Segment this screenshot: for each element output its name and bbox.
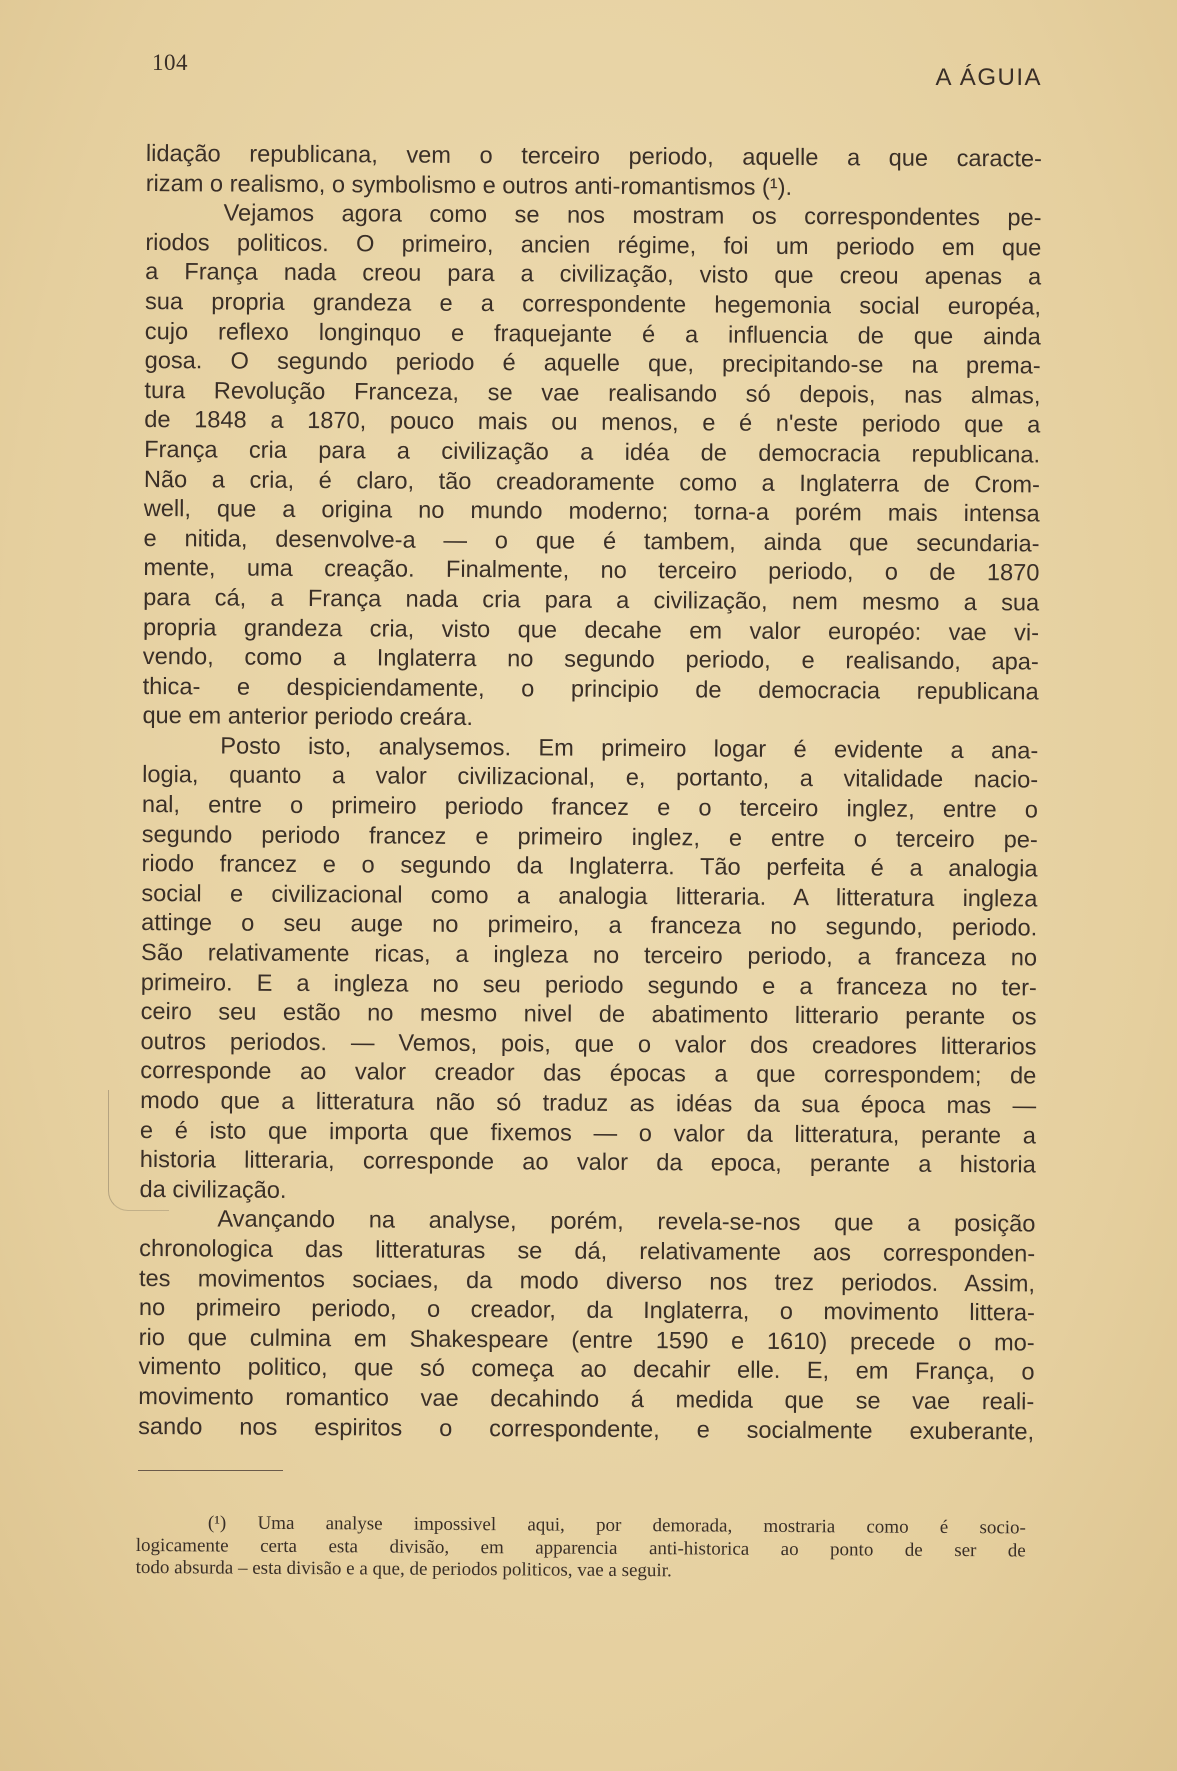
footnote: [136, 1512, 1026, 1585]
text-line: propria grandeza cria, visto que decahe em valor européo: vae vi-: [142, 614, 1040, 646]
text-line: outros periodos. — Vemos, pois, que o valor dos creadores litterarios: [140, 1028, 1037, 1061]
text-line: corresponde ao valor creador das épocas a que correspondem; de: [140, 1058, 1037, 1090]
running-title: A ÁGUIA: [935, 64, 1042, 91]
text-line: riodos politicos. O primeiro, ancien régime, foi um periodo em que: [145, 229, 1042, 262]
text-line: e é isto que importa que fixemos — o valor da litteratura, perante a: [139, 1117, 1037, 1150]
text-line: nal, entre o primeiro periodo francez e o terceiro inglez, entre o: [141, 792, 1039, 824]
text-line: para cá, a França nada cria para a civilização, nem mesmo a sua: [143, 584, 1040, 617]
text-line: social e civilizacional como a analogia litteraria. A litteratura ingleza: [141, 880, 1038, 913]
text-line: Não a cria, é claro, tão creadoramente como a Inglaterra de Crom-: [143, 466, 1040, 498]
text-line: vendo, como a Inglaterra no segundo periodo, e realisando, apa-: [142, 644, 1039, 676]
text-line: logia, quanto a valor civilizacional, e, portanto, a vitalidade nacio-: [142, 762, 1039, 794]
page-number: 104: [152, 50, 188, 75]
text-line: São relativamente ricas, a ingleza no terceiro periodo, a franceza no: [140, 940, 1038, 972]
text-line: que em anterior periodo creára.: [142, 703, 474, 732]
text-line: movimento romantico vae decahindo á medida que se vae reali-: [138, 1383, 1035, 1416]
text-line: vimento politico, que só começa ao decahir elle. E, em França, o: [138, 1354, 1035, 1386]
text-line: primeiro. E a ingleza no seu periodo segundo e a franceza no ter-: [140, 969, 1037, 1002]
text-line: Avançando na analyse, porém, revela-se-nos que a posição: [217, 1206, 1036, 1238]
text-line: rizam o realismo, o symbolismo e outros anti-romantismos (¹).: [145, 170, 793, 201]
pencil-margin-mark: [108, 1090, 169, 1211]
footnote-line: logicamente certa esta divisão, em apparencia anti-historica ao ponto de ser de: [135, 1534, 1026, 1561]
text-line: well, que a origina no mundo moderno; torna-a porém mais intensa: [143, 496, 1040, 528]
text-line: tura Revolução Franceza, se vae realisando só depois, nas almas,: [144, 377, 1041, 410]
footnote-divider: [138, 1470, 283, 1471]
text-line: Posto isto, analysemos. Em primeiro logar é evidente a ana-: [220, 733, 1039, 765]
text-line: Vejamos agora como se nos mostram os correspondentes pe-: [223, 200, 1042, 232]
text-line: segundo periodo francez e primeiro inglez, e entre o terceiro pe-: [141, 821, 1038, 854]
text-line: chronologica das litteraturas se dá, relativamente aos corresponden-: [139, 1235, 1036, 1268]
text-line: attinge o seu auge no primeiro, a franceza no segundo, periodo.: [141, 910, 1038, 942]
text-line: a França nada creou para a civilização, visto que creou apenas a: [145, 259, 1042, 291]
footnote-line: todo absurda – esta divisão e a que, de periodos politicos, vae a seguir.: [135, 1556, 672, 1582]
text-line: mente, uma creação. Finalmente, no terceiro periodo, o de 1870: [143, 555, 1040, 587]
text-line: modo que a litteratura não só traduz as idéas da sua época mas —: [140, 1087, 1037, 1120]
text-line: de 1848 a 1870, pouco mais ou menos, e é n'este periodo que a: [144, 407, 1041, 439]
text-line: gosa. O segundo periodo é aquelle que, precipitando-se na prema-: [144, 348, 1041, 380]
text-line: rio que culmina em Shakespeare (entre 1590 e 1610) precede o mo-: [138, 1324, 1035, 1357]
footnote-line: (¹) Uma analyse impossivel aqui, por demorada, mostraria como é socio-: [207, 1512, 1026, 1539]
text-line: da civilização.: [139, 1176, 287, 1204]
text-line: lidação republicana, vem o terceiro periodo, aquelle a que caracte-: [145, 140, 1042, 173]
text-line: sando nos espiritos o correspondente, e socialmente exuberante,: [138, 1413, 1035, 1445]
text-line: sua propria grandeza e a correspondente hegemonia social européa,: [144, 288, 1042, 321]
text-line: tes movimentos sociaes, da modo diverso nos trez periodos. Assim,: [138, 1265, 1036, 1298]
body-text: [138, 140, 1042, 1448]
text-line: no primeiro periodo, o creador, da Inglaterra, o movimento littera-: [138, 1295, 1035, 1327]
text-line: cujo reflexo longinquo e fraquejante é a influencia de que ainda: [144, 318, 1041, 351]
text-line: França cria para a civilização a idéa de democracia republicana.: [144, 436, 1041, 469]
text-line: e nitida, desenvolve-a — o que é tambem, ainda que secundaria-: [143, 525, 1040, 558]
text-line: ceiro seu estão no mesmo nivel de abatimento litterario perante os: [140, 999, 1037, 1031]
text-line: historia litteraria, corresponde ao valor da epoca, perante a historia: [139, 1147, 1036, 1179]
text-line: thica- e despiciendamente, o principio de democracia republicana: [142, 673, 1039, 706]
text-line: riodo francez e o segundo da Inglaterra. Tão perfeita é a analogia: [141, 851, 1038, 883]
